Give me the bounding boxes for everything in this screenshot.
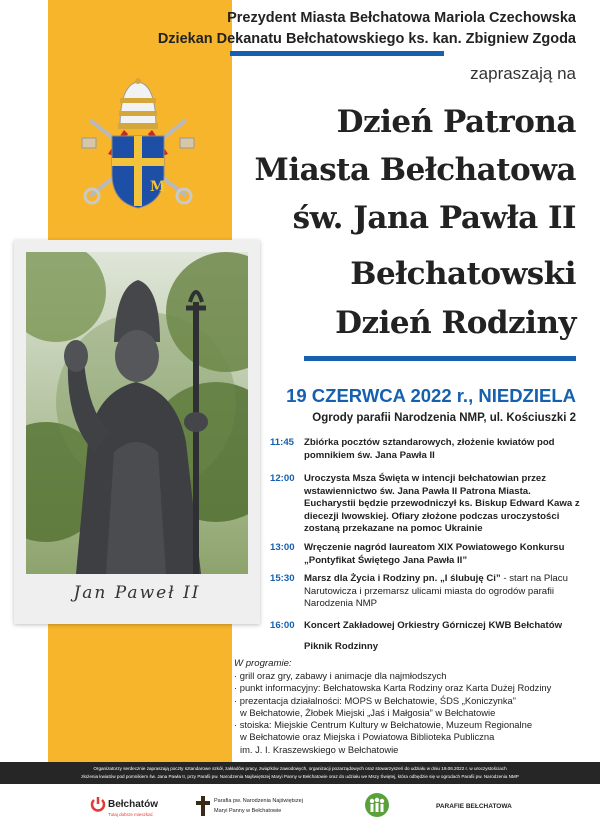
notice-line-1: Organizatorzy serdecznie zapraszają poczty sztandarowe szkół, zakładów pracy, związków zawodowych, organizacji pozarządowych oraz stowarzyszeń do udziału w dniu 19.06.2022 r. w uroczystościach (93, 766, 507, 771)
pope-statue-photo (26, 252, 248, 574)
event-place: Ogrody parafii Narodzenia NMP, ul. Kościuszki 2 (312, 412, 576, 424)
title-line-5: Dzień Rodziny (335, 305, 576, 341)
schedule-text: Wręczenie nagród laureatom XIX Powiatowego Konkursu „Pontyfikat Świętego Jana Pawła II” (304, 542, 565, 566)
title-line-3: św. Jana Pawła II (292, 200, 576, 236)
program-item: w Bełchatowie, Żłobek Miejski „Jaś i Małgosia” w Bełchatowie (240, 706, 496, 718)
program-item: im. J. I. Kraszewskiego w Bełchatowie (240, 743, 399, 755)
title-line-1: Dzień Patrona (336, 104, 576, 140)
organizers (158, 8, 576, 50)
schedule-text (304, 573, 580, 611)
schedule-time: 15:30 (270, 573, 295, 584)
program-item: · prezentacja działalności: MOPS w Bełchatowie, ŚDS „Koniczynka” (234, 694, 516, 706)
picnic-text: Piknik Rodzinny (304, 641, 379, 652)
schedule-time: 16:00 (270, 620, 295, 631)
family-logo-icon (364, 792, 390, 818)
schedule-item (270, 573, 580, 611)
svg-text:M: M (150, 179, 166, 195)
papal-coat-of-arms-icon (80, 78, 196, 210)
schedule-time: 13:00 (270, 542, 295, 553)
picnic-heading (270, 641, 580, 654)
blue-divider-top (230, 51, 444, 56)
program-item: · stoiska: Miejskie Centrum Kultury w Bełchatowie, Muzeum Regionalne (234, 719, 533, 731)
power-logo-icon (90, 796, 106, 814)
notice-band (0, 762, 600, 784)
cross-icon (196, 796, 210, 816)
schedule-text: Uroczysta Msza Święta w intencji bełchatowian przez wstawiennictwo św. Jana Pawła II Patrona Miasta. Eucharystii będzie przewodniczył ks. Biskup Edward Kawa z diecezji lwowskiej. Ofiary złożone podczas uroczystości zostaną przekazane na pomoc Ukrainie (304, 473, 580, 535)
schedule-text-bold: Marsz dla Życia i Rodziny pn. „I ślubuję Ci” (304, 573, 501, 584)
program-list (234, 670, 584, 756)
title-line-4: Bełchatowski (350, 256, 576, 292)
program-item: w Bełchatowie oraz Miejska i Powiatowa Biblioteka Publiczna (240, 731, 495, 743)
schedule-time: 11:45 (270, 437, 295, 448)
notice-line-2: złożenia kwiatów pod pomnikiem św. Jana Pawła II, przy Parafii pw. Narodzenia Najświętszej Maryi Panny w Bełchatowie oraz do udziału we Mszy Świętej, która odbędzie się w ogrodach Parafii pw. Narodzenia NMP (81, 773, 519, 779)
schedule-text-rest: - start na Placu Narutowicza i przemarsz ulicami miasta do ogrodów parafii Narodzenia NMP (304, 573, 568, 610)
parish-name-line-1: Parafia pw. Narodzenia Najświętszej (214, 798, 303, 804)
city-tagline: Tutaj dobrze mieszkać (108, 812, 153, 817)
signature: Jan Paweł II (73, 583, 201, 603)
event-date: 19 CZERWCA 2022 r., NIEDZIELA (286, 385, 576, 406)
title-line-2: Miasta Bełchatowa (254, 152, 576, 188)
parishes-logo-text: PARAFIE BEŁCHATOWA (436, 803, 512, 810)
blue-divider-bottom (304, 356, 576, 361)
program-item: · grill oraz gry, zabawy i animacje dla najmłodszych (234, 670, 447, 681)
program-item: · punkt informacyjny: Bełchatowska Karta Rodziny oraz Karta Dużej Rodziny (234, 682, 552, 694)
parish-name-line-2: Maryi Panny w Bełchatowie (214, 808, 282, 814)
program-heading: W programie: (234, 658, 292, 669)
photo-frame (14, 240, 260, 624)
invite-text: zapraszają na (470, 64, 576, 83)
organizer-line-1: Prezydent Miasta Bełchatowa Mariola Czechowska (227, 10, 576, 26)
schedule-item (270, 620, 580, 633)
city-logo-text: Bełchatów (108, 799, 159, 810)
organizer-line-2: Dziekan Dekanatu Bełchatowskiego ks. kan. Zbigniew Zgoda (157, 31, 576, 47)
schedule-item (270, 473, 580, 536)
schedule-item (270, 437, 580, 462)
footer (0, 784, 600, 837)
schedule-text: Koncert Zakładowej Orkiestry Górniczej KWB Bełchatów (304, 620, 563, 631)
schedule-time: 12:00 (270, 473, 295, 484)
schedule-text: Zbiórka pocztów sztandarowych, złożenie kwiatów pod pomnikiem św. Jana Pawła II (304, 437, 555, 461)
schedule-item (270, 542, 580, 567)
